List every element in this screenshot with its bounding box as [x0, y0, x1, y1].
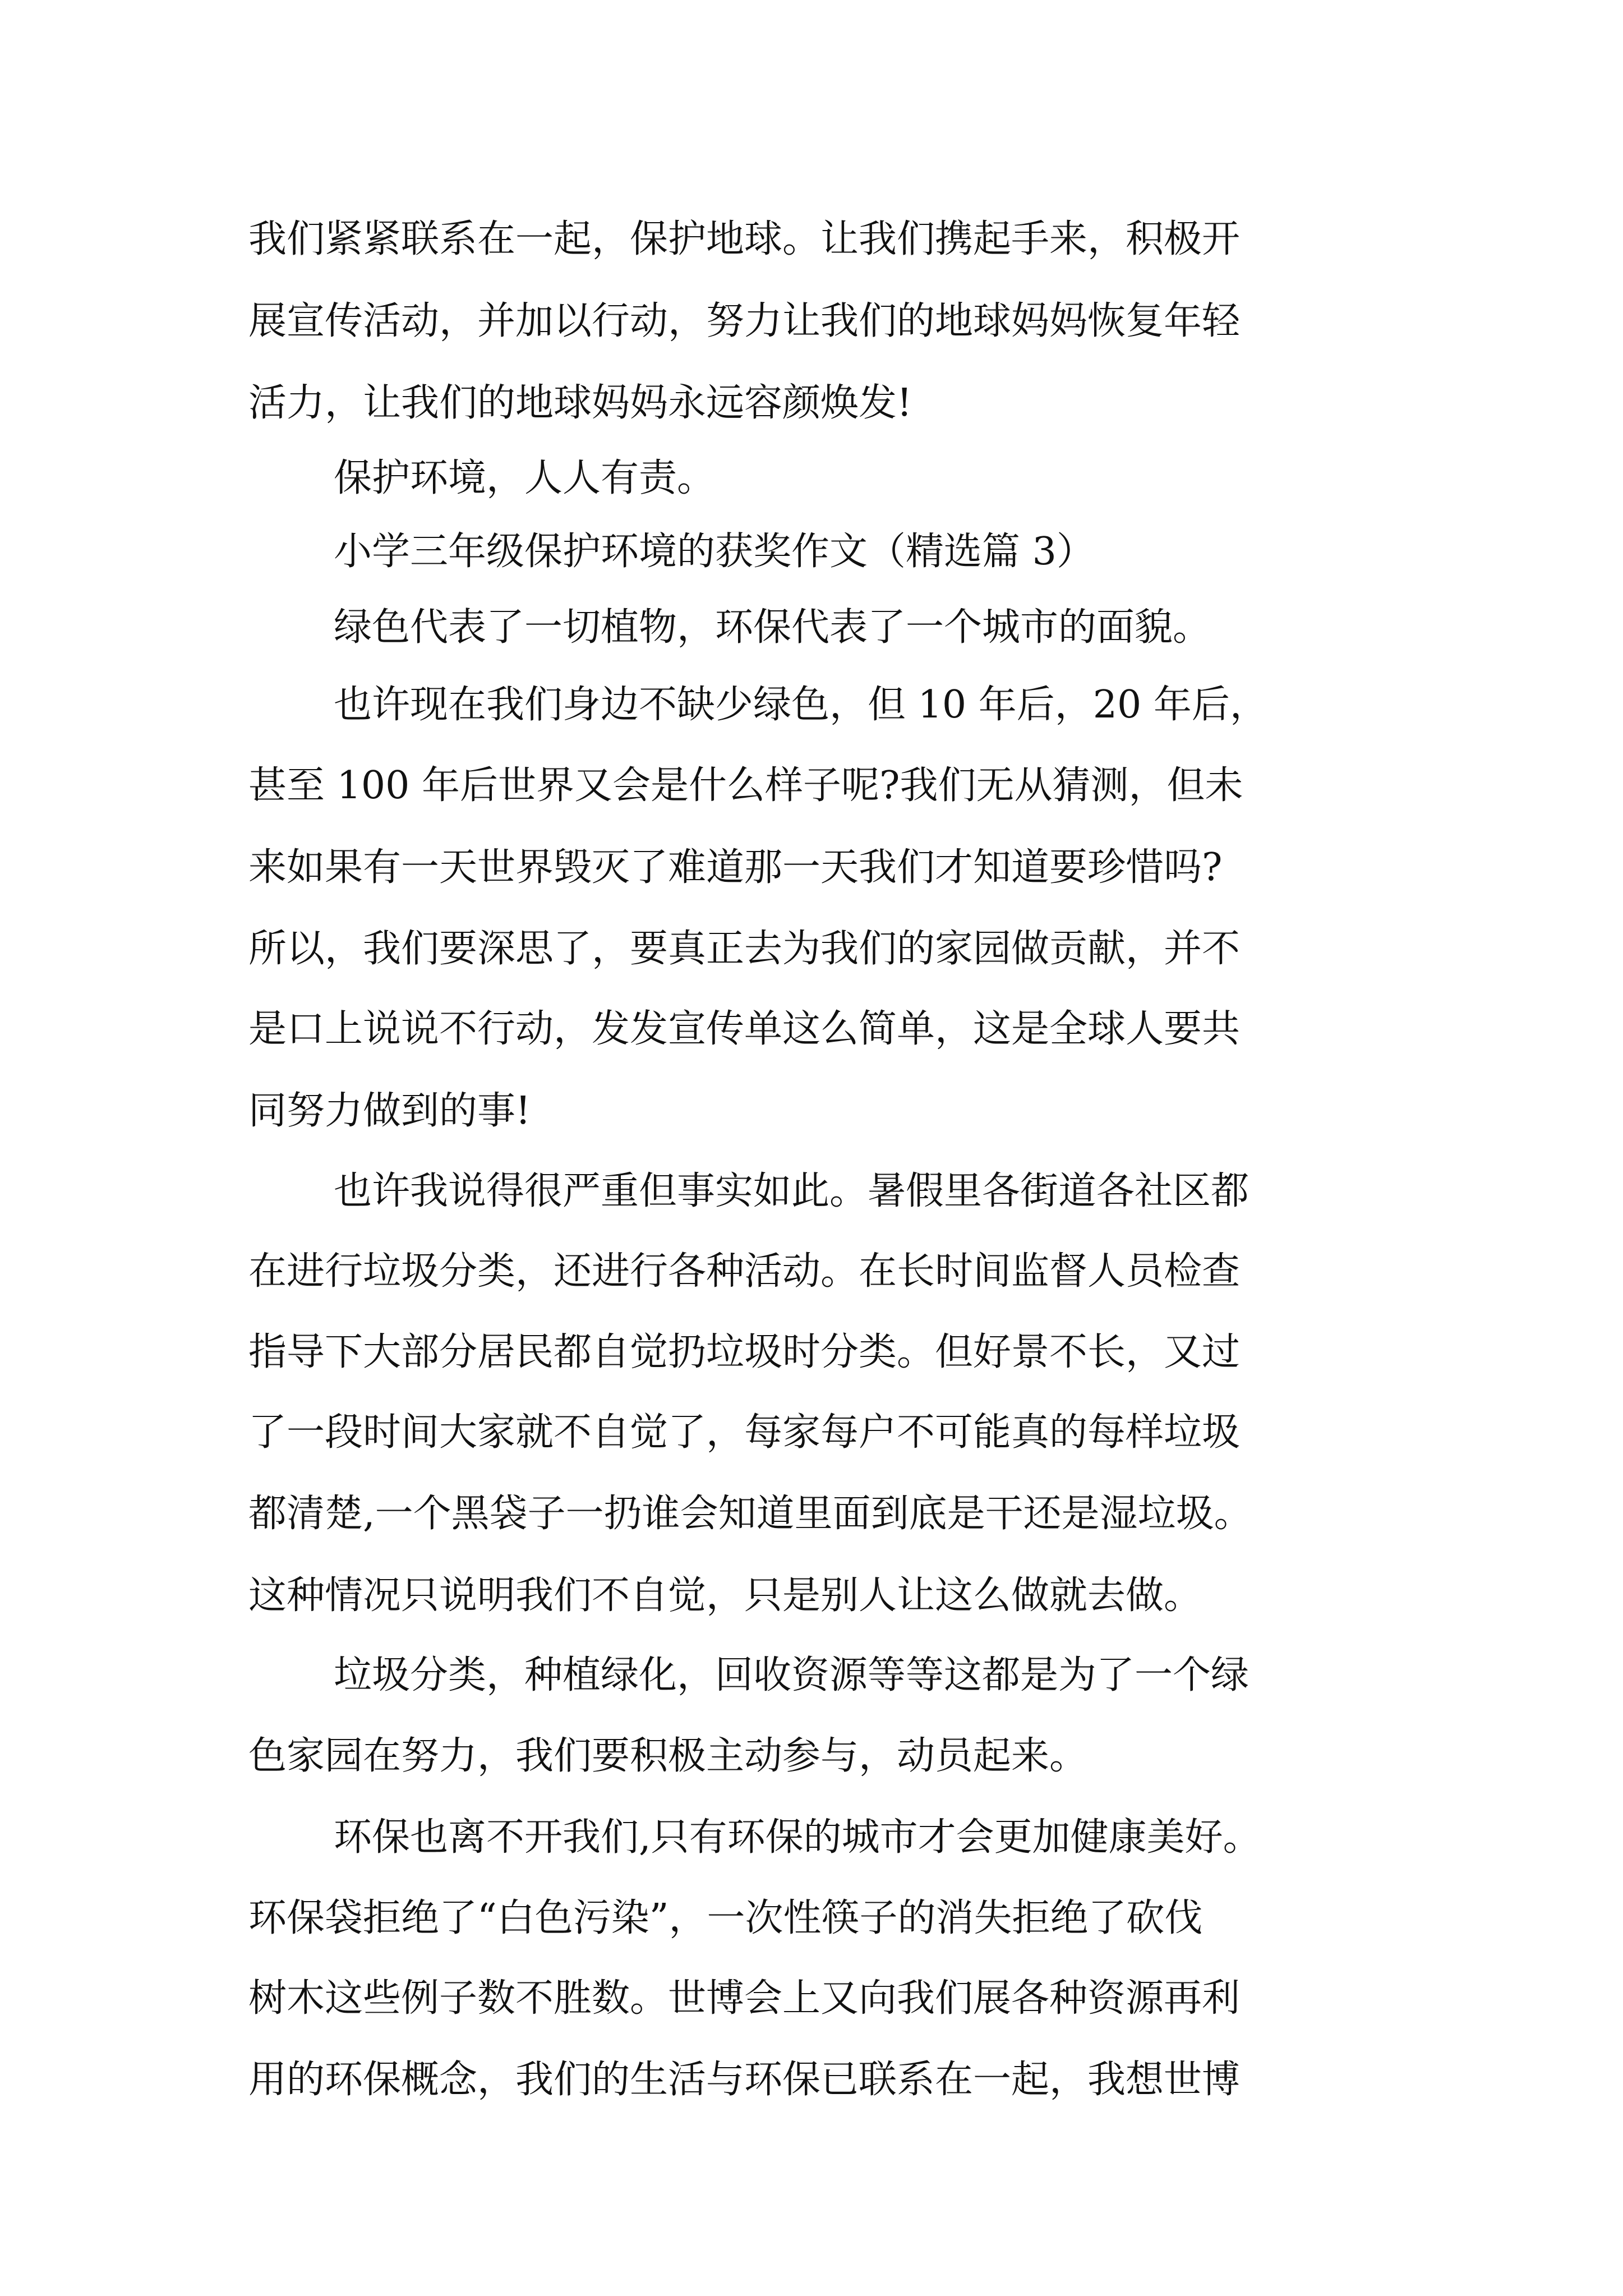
text-line: 都清楚,一个黑袋子一扔谁会知道里面到底是干还是湿垃圾。 [248, 1492, 1252, 1536]
text-line: 环保也离不开我们,只有环保的城市才会更加健康美好。 [334, 1815, 1261, 1860]
text-line: 甚至 100 年后世界又会是什么样子呢?我们无从猜测，但未 [248, 763, 1243, 808]
text-line: 在进行垃圾分类，还进行各种活动。在长时间监督人员检查 [248, 1249, 1241, 1294]
text-line: 用的环保概念，我们的生活与环保已联系在一起，我想世博 [248, 2058, 1241, 2102]
text-line: 树木这些例子数不胜数。世博会上又向我们展各种资源再利 [248, 1976, 1241, 2021]
text-line: 我们紧紧联系在一起，保护地球。让我们携起手来，积极开 [248, 217, 1241, 261]
text-line: 指导下大部分居民都自觉扔垃圾时分类。但好景不长，又过 [248, 1330, 1241, 1374]
text-line: 垃圾分类，种植绿化，回收资源等等这都是为了一个绿 [334, 1653, 1249, 1697]
section-heading: 小学三年级保护环境的获奖作文（精选篇 3） [334, 530, 1095, 574]
text-line: 环保袋拒绝了“白色污染”，一次性筷子的消失拒绝了砍伐 [248, 1896, 1203, 1940]
text-line: 是口上说说不行动，发发宣传单这么简单，这是全球人要共 [248, 1007, 1241, 1051]
text-line: 色家园在努力，我们要积极主动参与，动员起来。 [248, 1734, 1088, 1778]
text-line: 所以，我们要深思了，要真正去为我们的家园做贡献，并不 [248, 927, 1241, 971]
text-line: 同努力做到的事! [248, 1089, 531, 1133]
text-line: 保护环境，人人有责。 [334, 456, 716, 500]
text-line: 展宣传活动，并加以行动，努力让我们的地球妈妈恢复年轻 [248, 299, 1241, 343]
text-line: 绿色代表了一切植物，环保代表了一个城市的面貌。 [334, 605, 1211, 650]
text-line: 也许现在我们身边不缺少绿色，但 10 年后，20 年后， [334, 683, 1268, 727]
text-line: 这种情况只说明我们不自觉，只是别人让这么做就去做。 [248, 1573, 1202, 1618]
text-line: 也许我说得很严重但事实如此。暑假里各街道各社区都 [334, 1169, 1249, 1213]
text-line: 活力，让我们的地球妈妈永远容颜焕发! [248, 381, 912, 425]
text-line: 来如果有一天世界毁灭了难道那一天我们才知道要珍惜吗? [248, 845, 1223, 890]
text-line: 了一段时间大家就不自觉了，每家每户不可能真的每样垃圾 [248, 1410, 1241, 1455]
